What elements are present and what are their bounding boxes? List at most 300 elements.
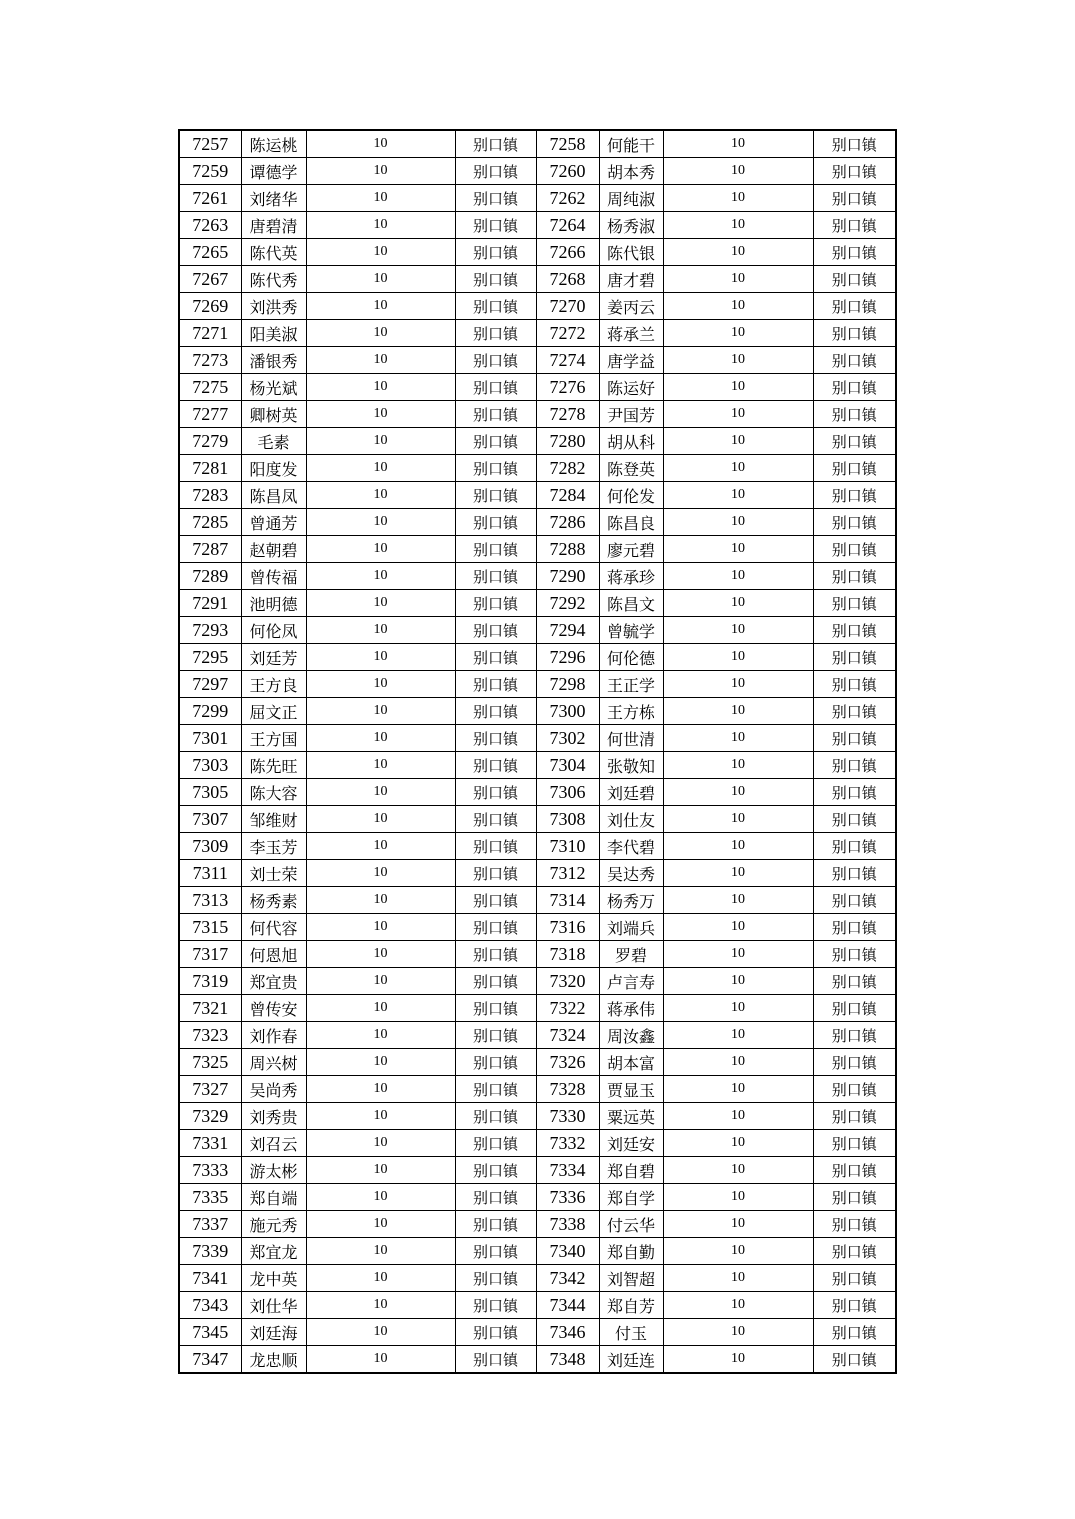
table-row xyxy=(179,374,896,401)
left-amount-cell: 10 xyxy=(306,1049,455,1076)
right-person-name-cell: 粟远英 xyxy=(599,1103,663,1130)
right-record-number-cell: 7268 xyxy=(536,266,599,293)
right-amount-cell: 10 xyxy=(663,428,813,455)
left-amount-cell: 10 xyxy=(306,995,455,1022)
left-record-number-cell: 7339 xyxy=(179,1238,241,1265)
right-person-name-cell: 廖元碧 xyxy=(599,536,663,563)
left-amount-cell: 10 xyxy=(306,266,455,293)
right-person-name-cell: 杨秀淑 xyxy=(599,212,663,239)
right-amount-cell: 10 xyxy=(663,293,813,320)
right-town-cell: 别口镇 xyxy=(813,239,896,266)
left-town-cell: 别口镇 xyxy=(455,1184,536,1211)
right-amount-cell: 10 xyxy=(663,887,813,914)
right-record-number-cell: 7336 xyxy=(536,1184,599,1211)
left-person-name-cell: 陈运桃 xyxy=(241,130,306,158)
left-person-name-cell: 陈大容 xyxy=(241,779,306,806)
left-record-number-cell: 7343 xyxy=(179,1292,241,1319)
right-amount-cell: 10 xyxy=(663,914,813,941)
left-person-name-cell: 何伦凤 xyxy=(241,617,306,644)
right-person-name-cell: 刘廷碧 xyxy=(599,779,663,806)
left-amount-cell: 10 xyxy=(306,536,455,563)
left-record-number-cell: 7259 xyxy=(179,158,241,185)
left-record-number-cell: 7333 xyxy=(179,1157,241,1184)
right-amount-cell: 10 xyxy=(663,266,813,293)
table-row xyxy=(179,158,896,185)
table-row xyxy=(179,698,896,725)
left-town-cell: 别口镇 xyxy=(455,644,536,671)
right-town-cell: 别口镇 xyxy=(813,1130,896,1157)
left-amount-cell: 10 xyxy=(306,1265,455,1292)
right-town-cell: 别口镇 xyxy=(813,563,896,590)
right-town-cell: 别口镇 xyxy=(813,1076,896,1103)
left-record-number-cell: 7269 xyxy=(179,293,241,320)
right-amount-cell: 10 xyxy=(663,320,813,347)
right-record-number-cell: 7330 xyxy=(536,1103,599,1130)
right-person-name-cell: 胡从科 xyxy=(599,428,663,455)
right-person-name-cell: 王方栋 xyxy=(599,698,663,725)
right-person-name-cell: 陈昌良 xyxy=(599,509,663,536)
left-town-cell: 别口镇 xyxy=(455,320,536,347)
right-amount-cell: 10 xyxy=(663,1076,813,1103)
right-town-cell: 别口镇 xyxy=(813,1184,896,1211)
right-person-name-cell: 刘廷安 xyxy=(599,1130,663,1157)
right-person-name-cell: 刘廷连 xyxy=(599,1346,663,1374)
left-amount-cell: 10 xyxy=(306,968,455,995)
left-record-number-cell: 7335 xyxy=(179,1184,241,1211)
left-record-number-cell: 7273 xyxy=(179,347,241,374)
left-person-name-cell: 刘绪华 xyxy=(241,185,306,212)
right-amount-cell: 10 xyxy=(663,995,813,1022)
left-amount-cell: 10 xyxy=(306,590,455,617)
left-person-name-cell: 池明德 xyxy=(241,590,306,617)
left-amount-cell: 10 xyxy=(306,671,455,698)
right-record-number-cell: 7278 xyxy=(536,401,599,428)
left-town-cell: 别口镇 xyxy=(455,158,536,185)
right-amount-cell: 10 xyxy=(663,130,813,158)
right-person-name-cell: 何世清 xyxy=(599,725,663,752)
left-town-cell: 别口镇 xyxy=(455,1265,536,1292)
left-record-number-cell: 7311 xyxy=(179,860,241,887)
table-row xyxy=(179,1022,896,1049)
left-amount-cell: 10 xyxy=(306,617,455,644)
left-person-name-cell: 施元秀 xyxy=(241,1211,306,1238)
left-amount-cell: 10 xyxy=(306,1076,455,1103)
left-record-number-cell: 7263 xyxy=(179,212,241,239)
right-town-cell: 别口镇 xyxy=(813,941,896,968)
table-row xyxy=(179,1238,896,1265)
left-person-name-cell: 陈代秀 xyxy=(241,266,306,293)
left-person-name-cell: 赵朝碧 xyxy=(241,536,306,563)
table-row xyxy=(179,428,896,455)
right-person-name-cell: 郑自碧 xyxy=(599,1157,663,1184)
left-person-name-cell: 谭德学 xyxy=(241,158,306,185)
right-amount-cell: 10 xyxy=(663,1130,813,1157)
left-record-number-cell: 7307 xyxy=(179,806,241,833)
right-record-number-cell: 7262 xyxy=(536,185,599,212)
right-person-name-cell: 罗碧 xyxy=(599,941,663,968)
right-record-number-cell: 7342 xyxy=(536,1265,599,1292)
table-row xyxy=(179,860,896,887)
left-town-cell: 别口镇 xyxy=(455,1049,536,1076)
right-person-name-cell: 张敬知 xyxy=(599,752,663,779)
left-record-number-cell: 7327 xyxy=(179,1076,241,1103)
right-amount-cell: 10 xyxy=(663,1238,813,1265)
right-person-name-cell: 郑自学 xyxy=(599,1184,663,1211)
right-town-cell: 别口镇 xyxy=(813,1319,896,1346)
right-person-name-cell: 何伦德 xyxy=(599,644,663,671)
right-record-number-cell: 7266 xyxy=(536,239,599,266)
right-town-cell: 别口镇 xyxy=(813,401,896,428)
left-person-name-cell: 潘银秀 xyxy=(241,347,306,374)
right-amount-cell: 10 xyxy=(663,1022,813,1049)
left-amount-cell: 10 xyxy=(306,887,455,914)
right-town-cell: 别口镇 xyxy=(813,995,896,1022)
right-town-cell: 别口镇 xyxy=(813,1265,896,1292)
right-town-cell: 别口镇 xyxy=(813,428,896,455)
left-person-name-cell: 刘仕华 xyxy=(241,1292,306,1319)
right-amount-cell: 10 xyxy=(663,1211,813,1238)
left-amount-cell: 10 xyxy=(306,1292,455,1319)
table-row xyxy=(179,212,896,239)
table-row xyxy=(179,887,896,914)
right-town-cell: 别口镇 xyxy=(813,1346,896,1374)
right-town-cell: 别口镇 xyxy=(813,590,896,617)
left-record-number-cell: 7323 xyxy=(179,1022,241,1049)
table-row xyxy=(179,347,896,374)
right-town-cell: 别口镇 xyxy=(813,887,896,914)
left-person-name-cell: 何恩旭 xyxy=(241,941,306,968)
right-record-number-cell: 7264 xyxy=(536,212,599,239)
table-row xyxy=(179,1049,896,1076)
left-town-cell: 别口镇 xyxy=(455,725,536,752)
right-town-cell: 别口镇 xyxy=(813,455,896,482)
left-amount-cell: 10 xyxy=(306,401,455,428)
left-amount-cell: 10 xyxy=(306,1130,455,1157)
table-row xyxy=(179,509,896,536)
table-row xyxy=(179,1346,896,1374)
right-record-number-cell: 7302 xyxy=(536,725,599,752)
left-person-name-cell: 唐碧清 xyxy=(241,212,306,239)
right-person-name-cell: 周汝鑫 xyxy=(599,1022,663,1049)
right-person-name-cell: 李代碧 xyxy=(599,833,663,860)
left-town-cell: 别口镇 xyxy=(455,1022,536,1049)
left-amount-cell: 10 xyxy=(306,293,455,320)
right-record-number-cell: 7294 xyxy=(536,617,599,644)
right-amount-cell: 10 xyxy=(663,968,813,995)
left-town-cell: 别口镇 xyxy=(455,833,536,860)
left-amount-cell: 10 xyxy=(306,185,455,212)
right-person-name-cell: 胡本秀 xyxy=(599,158,663,185)
left-person-name-cell: 吴尚秀 xyxy=(241,1076,306,1103)
right-record-number-cell: 7310 xyxy=(536,833,599,860)
right-amount-cell: 10 xyxy=(663,1184,813,1211)
right-town-cell: 别口镇 xyxy=(813,536,896,563)
left-record-number-cell: 7293 xyxy=(179,617,241,644)
left-record-number-cell: 7271 xyxy=(179,320,241,347)
left-amount-cell: 10 xyxy=(306,1346,455,1374)
left-town-cell: 别口镇 xyxy=(455,563,536,590)
right-record-number-cell: 7318 xyxy=(536,941,599,968)
right-amount-cell: 10 xyxy=(663,509,813,536)
left-record-number-cell: 7289 xyxy=(179,563,241,590)
left-town-cell: 别口镇 xyxy=(455,860,536,887)
right-person-name-cell: 刘智超 xyxy=(599,1265,663,1292)
right-person-name-cell: 郑自芳 xyxy=(599,1292,663,1319)
left-person-name-cell: 何代容 xyxy=(241,914,306,941)
right-record-number-cell: 7276 xyxy=(536,374,599,401)
left-record-number-cell: 7279 xyxy=(179,428,241,455)
right-town-cell: 别口镇 xyxy=(813,320,896,347)
subsidy-roster-table xyxy=(178,129,897,1374)
right-record-number-cell: 7296 xyxy=(536,644,599,671)
right-town-cell: 别口镇 xyxy=(813,1211,896,1238)
right-amount-cell: 10 xyxy=(663,1157,813,1184)
left-person-name-cell: 阳度发 xyxy=(241,455,306,482)
left-town-cell: 别口镇 xyxy=(455,428,536,455)
left-record-number-cell: 7303 xyxy=(179,752,241,779)
right-town-cell: 别口镇 xyxy=(813,779,896,806)
left-person-name-cell: 龙中英 xyxy=(241,1265,306,1292)
left-town-cell: 别口镇 xyxy=(455,1238,536,1265)
right-town-cell: 别口镇 xyxy=(813,698,896,725)
right-town-cell: 别口镇 xyxy=(813,914,896,941)
table-row xyxy=(179,239,896,266)
right-amount-cell: 10 xyxy=(663,752,813,779)
left-person-name-cell: 曾通芳 xyxy=(241,509,306,536)
left-amount-cell: 10 xyxy=(306,914,455,941)
right-record-number-cell: 7286 xyxy=(536,509,599,536)
left-amount-cell: 10 xyxy=(306,779,455,806)
table-row xyxy=(179,644,896,671)
table-row xyxy=(179,914,896,941)
left-amount-cell: 10 xyxy=(306,212,455,239)
left-town-cell: 别口镇 xyxy=(455,752,536,779)
left-record-number-cell: 7321 xyxy=(179,995,241,1022)
left-amount-cell: 10 xyxy=(306,428,455,455)
right-town-cell: 别口镇 xyxy=(813,725,896,752)
left-town-cell: 别口镇 xyxy=(455,617,536,644)
left-person-name-cell: 刘洪秀 xyxy=(241,293,306,320)
right-record-number-cell: 7320 xyxy=(536,968,599,995)
right-amount-cell: 10 xyxy=(663,860,813,887)
left-person-name-cell: 毛素 xyxy=(241,428,306,455)
left-record-number-cell: 7297 xyxy=(179,671,241,698)
table-row xyxy=(179,968,896,995)
left-amount-cell: 10 xyxy=(306,455,455,482)
left-person-name-cell: 邹维财 xyxy=(241,806,306,833)
right-amount-cell: 10 xyxy=(663,347,813,374)
table-body xyxy=(179,130,896,1373)
left-amount-cell: 10 xyxy=(306,320,455,347)
right-town-cell: 别口镇 xyxy=(813,860,896,887)
right-record-number-cell: 7334 xyxy=(536,1157,599,1184)
right-record-number-cell: 7282 xyxy=(536,455,599,482)
right-person-name-cell: 曾毓学 xyxy=(599,617,663,644)
right-record-number-cell: 7338 xyxy=(536,1211,599,1238)
left-town-cell: 别口镇 xyxy=(455,374,536,401)
right-person-name-cell: 付云华 xyxy=(599,1211,663,1238)
left-record-number-cell: 7337 xyxy=(179,1211,241,1238)
right-record-number-cell: 7258 xyxy=(536,130,599,158)
left-town-cell: 别口镇 xyxy=(455,401,536,428)
table-row xyxy=(179,536,896,563)
right-town-cell: 别口镇 xyxy=(813,617,896,644)
left-person-name-cell: 刘廷海 xyxy=(241,1319,306,1346)
left-person-name-cell: 刘作春 xyxy=(241,1022,306,1049)
left-record-number-cell: 7325 xyxy=(179,1049,241,1076)
right-record-number-cell: 7272 xyxy=(536,320,599,347)
left-town-cell: 别口镇 xyxy=(455,347,536,374)
table-row xyxy=(179,725,896,752)
left-person-name-cell: 屈文正 xyxy=(241,698,306,725)
right-person-name-cell: 蒋承伟 xyxy=(599,995,663,1022)
right-town-cell: 别口镇 xyxy=(813,1157,896,1184)
left-amount-cell: 10 xyxy=(306,130,455,158)
left-person-name-cell: 郑宜龙 xyxy=(241,1238,306,1265)
left-town-cell: 别口镇 xyxy=(455,779,536,806)
right-record-number-cell: 7288 xyxy=(536,536,599,563)
right-town-cell: 别口镇 xyxy=(813,1022,896,1049)
right-person-name-cell: 姜丙云 xyxy=(599,293,663,320)
left-person-name-cell: 郑自端 xyxy=(241,1184,306,1211)
left-record-number-cell: 7265 xyxy=(179,239,241,266)
left-person-name-cell: 郑宜贵 xyxy=(241,968,306,995)
left-record-number-cell: 7305 xyxy=(179,779,241,806)
table-row xyxy=(179,185,896,212)
left-amount-cell: 10 xyxy=(306,1319,455,1346)
right-record-number-cell: 7260 xyxy=(536,158,599,185)
left-record-number-cell: 7347 xyxy=(179,1346,241,1374)
left-town-cell: 别口镇 xyxy=(455,509,536,536)
left-amount-cell: 10 xyxy=(306,1157,455,1184)
right-amount-cell: 10 xyxy=(663,590,813,617)
right-record-number-cell: 7328 xyxy=(536,1076,599,1103)
right-person-name-cell: 郑自勤 xyxy=(599,1238,663,1265)
left-town-cell: 别口镇 xyxy=(455,698,536,725)
left-person-name-cell: 陈先旺 xyxy=(241,752,306,779)
left-record-number-cell: 7319 xyxy=(179,968,241,995)
left-town-cell: 别口镇 xyxy=(455,536,536,563)
left-town-cell: 别口镇 xyxy=(455,1292,536,1319)
table-row xyxy=(179,617,896,644)
left-town-cell: 别口镇 xyxy=(455,941,536,968)
left-amount-cell: 10 xyxy=(306,158,455,185)
table-row xyxy=(179,779,896,806)
left-town-cell: 别口镇 xyxy=(455,995,536,1022)
right-amount-cell: 10 xyxy=(663,698,813,725)
right-person-name-cell: 蒋承兰 xyxy=(599,320,663,347)
left-record-number-cell: 7345 xyxy=(179,1319,241,1346)
left-person-name-cell: 陈昌凤 xyxy=(241,482,306,509)
left-town-cell: 别口镇 xyxy=(455,1076,536,1103)
left-person-name-cell: 阳美淑 xyxy=(241,320,306,347)
right-record-number-cell: 7314 xyxy=(536,887,599,914)
left-person-name-cell: 曾传福 xyxy=(241,563,306,590)
right-amount-cell: 10 xyxy=(663,1346,813,1374)
left-amount-cell: 10 xyxy=(306,644,455,671)
right-record-number-cell: 7292 xyxy=(536,590,599,617)
left-amount-cell: 10 xyxy=(306,833,455,860)
right-amount-cell: 10 xyxy=(663,671,813,698)
left-town-cell: 别口镇 xyxy=(455,1157,536,1184)
left-record-number-cell: 7257 xyxy=(179,130,241,158)
left-record-number-cell: 7309 xyxy=(179,833,241,860)
right-town-cell: 别口镇 xyxy=(813,833,896,860)
left-amount-cell: 10 xyxy=(306,1022,455,1049)
left-town-cell: 别口镇 xyxy=(455,1319,536,1346)
left-amount-cell: 10 xyxy=(306,1238,455,1265)
left-person-name-cell: 王方国 xyxy=(241,725,306,752)
right-record-number-cell: 7326 xyxy=(536,1049,599,1076)
right-person-name-cell: 周纯淑 xyxy=(599,185,663,212)
table-row xyxy=(179,995,896,1022)
right-town-cell: 别口镇 xyxy=(813,1049,896,1076)
right-record-number-cell: 7300 xyxy=(536,698,599,725)
right-amount-cell: 10 xyxy=(663,1049,813,1076)
right-person-name-cell: 尹国芳 xyxy=(599,401,663,428)
right-town-cell: 别口镇 xyxy=(813,158,896,185)
left-person-name-cell: 刘召云 xyxy=(241,1130,306,1157)
left-record-number-cell: 7281 xyxy=(179,455,241,482)
right-amount-cell: 10 xyxy=(663,725,813,752)
right-person-name-cell: 唐学益 xyxy=(599,347,663,374)
left-record-number-cell: 7317 xyxy=(179,941,241,968)
left-person-name-cell: 龙忠顺 xyxy=(241,1346,306,1374)
right-town-cell: 别口镇 xyxy=(813,374,896,401)
left-town-cell: 别口镇 xyxy=(455,806,536,833)
left-amount-cell: 10 xyxy=(306,1103,455,1130)
left-record-number-cell: 7275 xyxy=(179,374,241,401)
table-row xyxy=(179,401,896,428)
right-person-name-cell: 卢言寿 xyxy=(599,968,663,995)
left-amount-cell: 10 xyxy=(306,1184,455,1211)
right-person-name-cell: 何能干 xyxy=(599,130,663,158)
left-town-cell: 别口镇 xyxy=(455,671,536,698)
left-amount-cell: 10 xyxy=(306,509,455,536)
left-town-cell: 别口镇 xyxy=(455,455,536,482)
right-amount-cell: 10 xyxy=(663,455,813,482)
left-amount-cell: 10 xyxy=(306,1211,455,1238)
table-row xyxy=(179,1292,896,1319)
left-person-name-cell: 周兴树 xyxy=(241,1049,306,1076)
left-amount-cell: 10 xyxy=(306,860,455,887)
left-amount-cell: 10 xyxy=(306,374,455,401)
left-town-cell: 别口镇 xyxy=(455,968,536,995)
right-amount-cell: 10 xyxy=(663,941,813,968)
right-town-cell: 别口镇 xyxy=(813,293,896,320)
right-amount-cell: 10 xyxy=(663,779,813,806)
table-row xyxy=(179,482,896,509)
right-record-number-cell: 7284 xyxy=(536,482,599,509)
right-town-cell: 别口镇 xyxy=(813,1103,896,1130)
right-town-cell: 别口镇 xyxy=(813,509,896,536)
right-town-cell: 别口镇 xyxy=(813,185,896,212)
left-amount-cell: 10 xyxy=(306,563,455,590)
right-record-number-cell: 7332 xyxy=(536,1130,599,1157)
left-record-number-cell: 7277 xyxy=(179,401,241,428)
right-town-cell: 别口镇 xyxy=(813,347,896,374)
left-record-number-cell: 7329 xyxy=(179,1103,241,1130)
right-town-cell: 别口镇 xyxy=(813,671,896,698)
right-amount-cell: 10 xyxy=(663,158,813,185)
left-person-name-cell: 王方良 xyxy=(241,671,306,698)
table-row xyxy=(179,266,896,293)
table-row xyxy=(179,1076,896,1103)
right-person-name-cell: 贾显玉 xyxy=(599,1076,663,1103)
right-amount-cell: 10 xyxy=(663,536,813,563)
left-amount-cell: 10 xyxy=(306,725,455,752)
table-row xyxy=(179,941,896,968)
